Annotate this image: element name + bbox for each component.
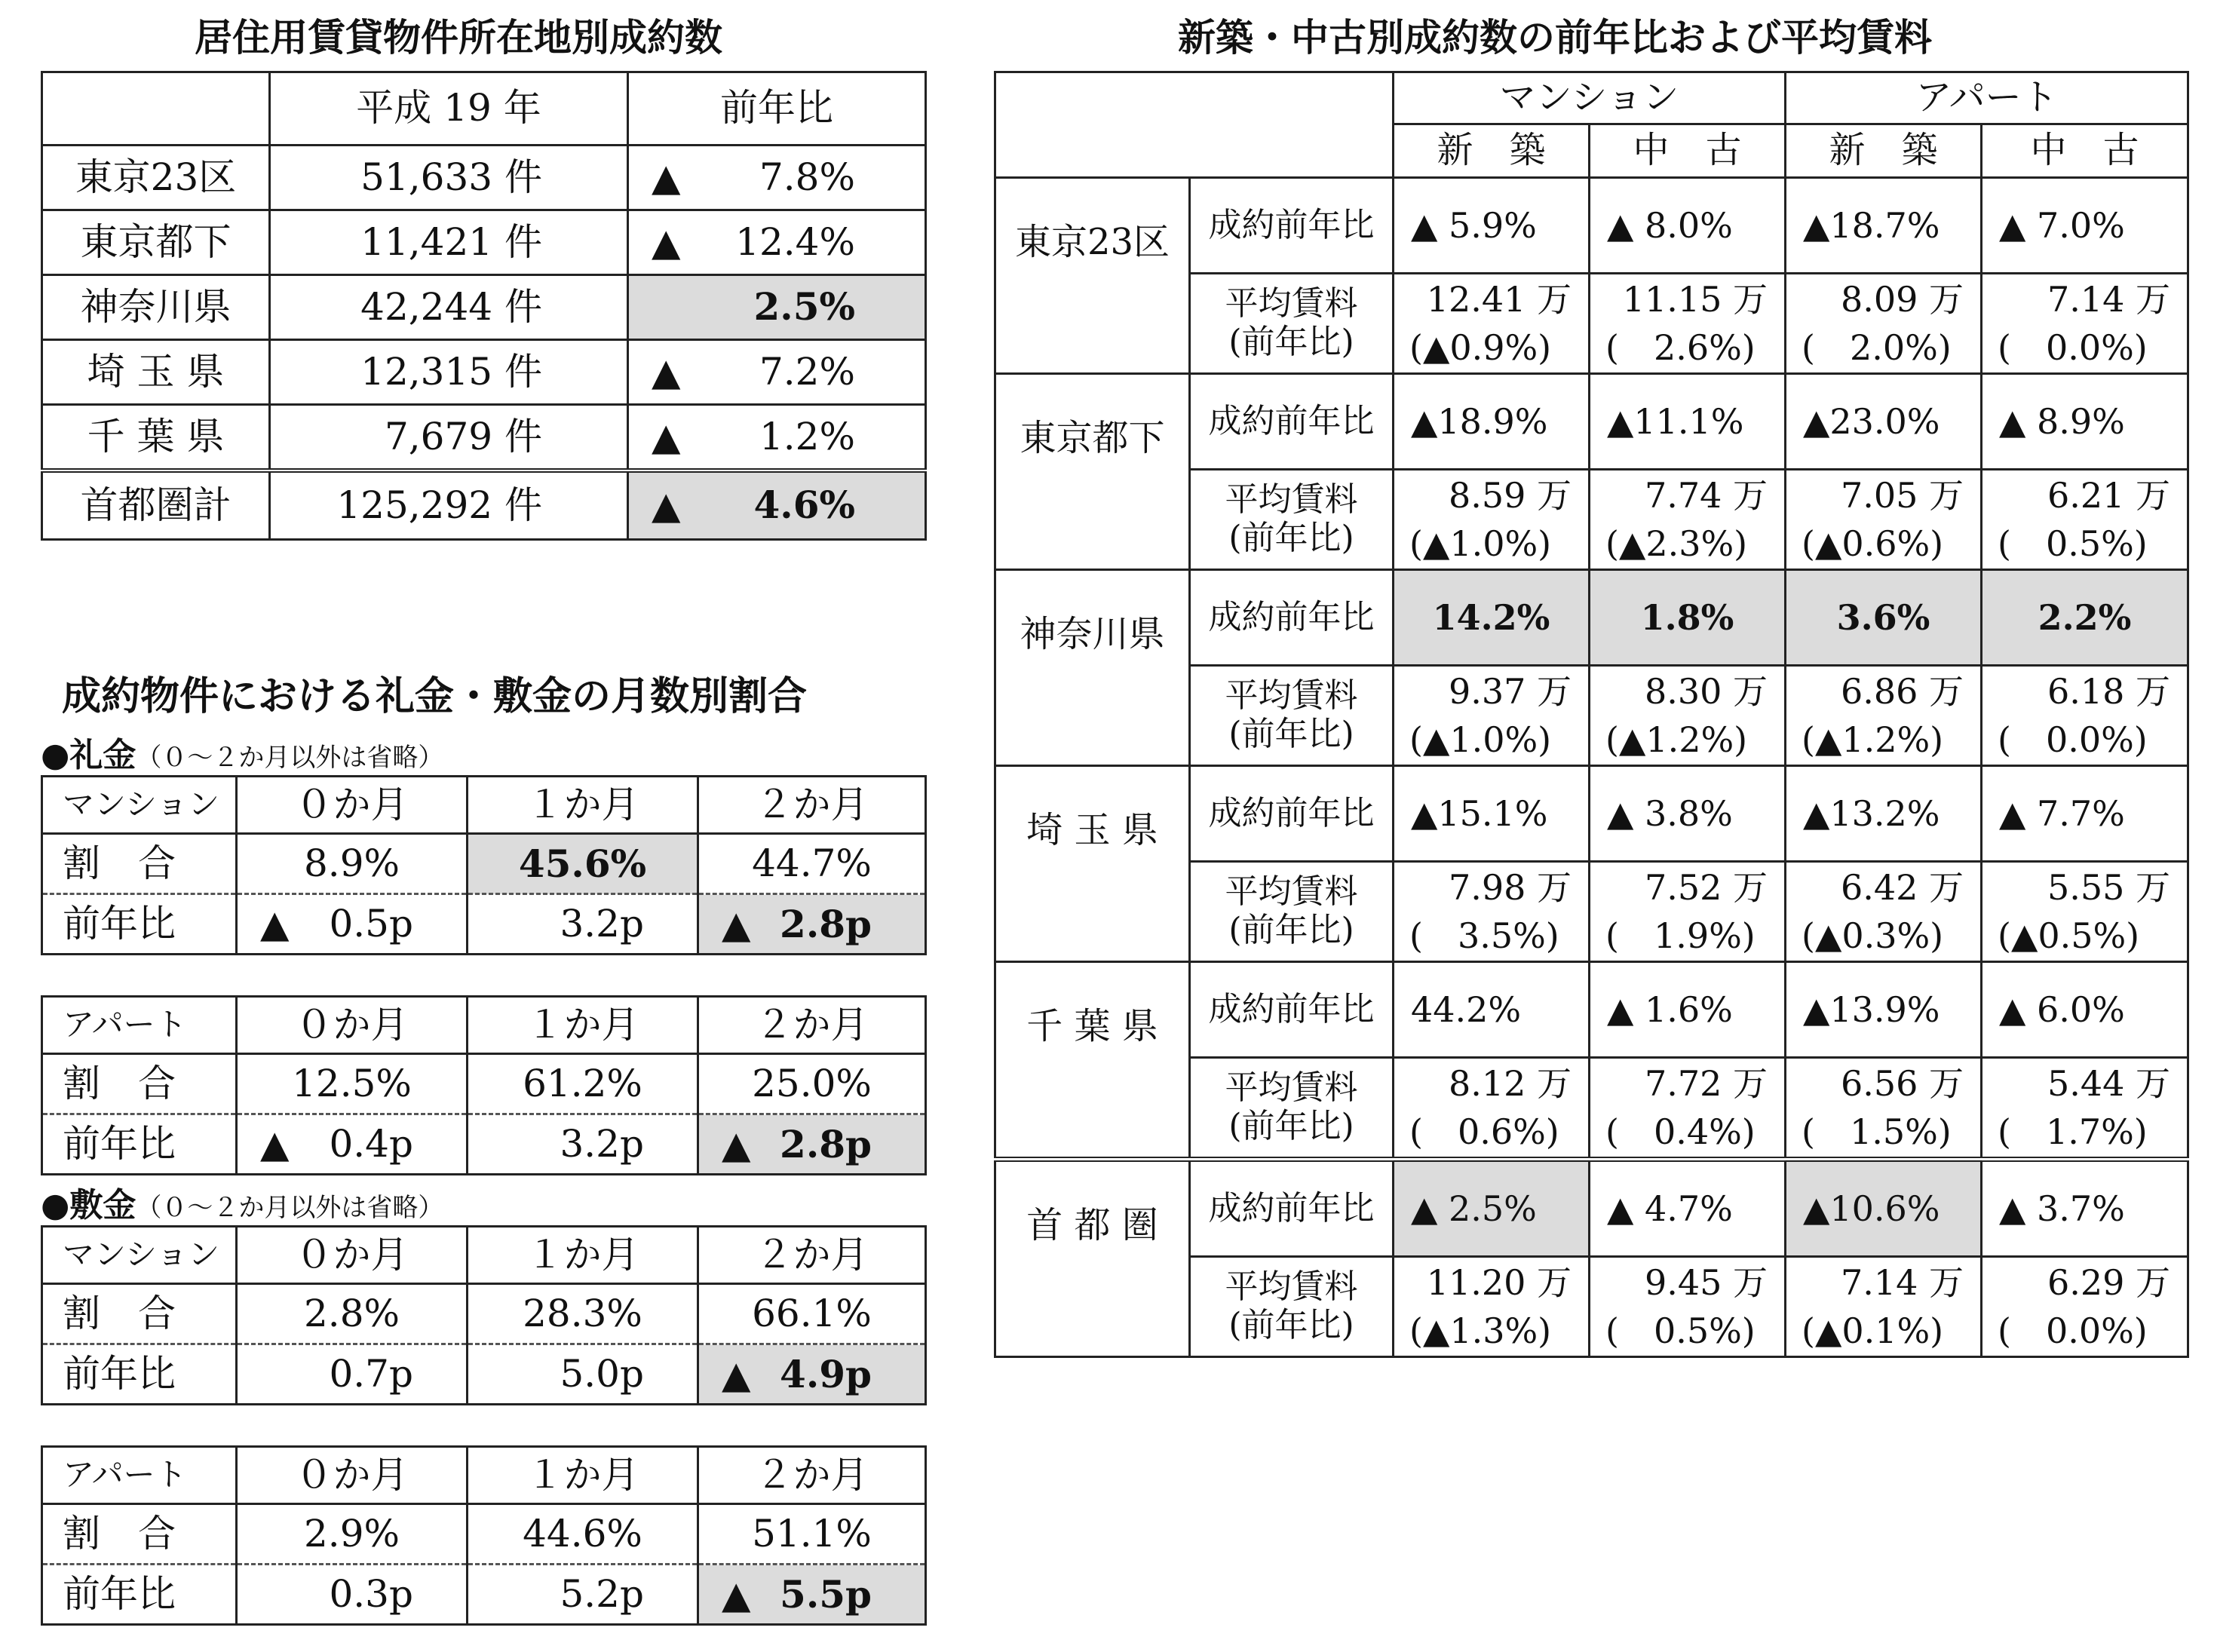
table-row	[42, 210, 926, 275]
area-name: 千 葉 県	[42, 405, 270, 471]
rent-yoy: ( 0.0%)	[1998, 719, 2148, 760]
average-rent: 5.55 万	[2047, 866, 2171, 908]
rent-cell	[1590, 1058, 1786, 1160]
average-rent: 7.05 万	[1840, 474, 1964, 516]
table3-title: 新築・中古別成約数の前年比および平均賃料	[1178, 16, 1932, 60]
rent-label-line2: (前年比)	[1228, 519, 1354, 557]
area-name	[995, 962, 1190, 1160]
rent-yoy: ( 0.6%)	[1409, 1111, 1559, 1152]
rent-yoy: ( 3.5%)	[1409, 915, 1559, 956]
table-row	[42, 146, 926, 210]
contract-yoy-value: ▲11.1%	[1590, 374, 1786, 470]
rent-cell	[1394, 1257, 1590, 1357]
contract-yoy-value: 44.2%	[1394, 962, 1590, 1058]
average-rent: 7.14 万	[2047, 278, 2171, 320]
rate-row	[42, 834, 926, 894]
yoy-cell	[628, 405, 926, 471]
table-row	[42, 340, 926, 405]
rent-label-line1: 平均賃料	[1225, 284, 1358, 323]
contract-yoy-value: 14.2%	[1394, 570, 1590, 666]
contract-count: 42,244 件	[270, 275, 628, 340]
rate-row	[42, 1054, 926, 1114]
building-type: マンション	[42, 1227, 237, 1284]
month-header-row	[42, 777, 926, 834]
month-2-header: ２か月	[698, 1447, 926, 1504]
decrease-triangle-icon: ▲	[722, 1571, 751, 1617]
area-label: 東京都下	[1020, 416, 1165, 459]
contract-row	[995, 570, 2188, 666]
rent-yoy: (▲1.2%)	[1605, 719, 1748, 760]
sub-header: 新 築	[1786, 124, 1982, 178]
yoy-value: 2.5%	[753, 284, 855, 329]
rate-value: 2.8%	[237, 1284, 468, 1344]
average-rent: 8.12 万	[1448, 1062, 1572, 1104]
contract-yoy-label: 成約前年比	[1190, 374, 1394, 470]
yoy-row	[42, 894, 926, 955]
decrease-triangle-icon: ▲	[652, 155, 681, 199]
contract-yoy-label: 成約前年比	[1190, 962, 1394, 1058]
keymoney-title: 成約物件における礼金・敷金の月数別割合	[62, 674, 808, 719]
average-rent: 6.42 万	[1840, 866, 1964, 908]
contract-yoy-value: ▲ 8.9%	[1982, 374, 2188, 470]
contract-yoy-value: ▲ 6.0%	[1982, 962, 2188, 1058]
rate-label: 割 合	[42, 1054, 237, 1114]
sub-header: 中 古	[1590, 124, 1786, 178]
rent-label-line2: (前年比)	[1228, 1306, 1354, 1344]
month-1-header: １か月	[468, 777, 698, 834]
rent-label-line2: (前年比)	[1228, 715, 1354, 753]
rate-value: 2.9%	[237, 1504, 468, 1565]
header-yoy: 前年比	[628, 72, 926, 146]
contract-count: 11,421 件	[270, 210, 628, 275]
rent-cell	[1786, 470, 1982, 570]
rent-label	[1190, 274, 1394, 374]
contract-yoy-value: ▲13.9%	[1786, 962, 1982, 1058]
month-header-row	[42, 997, 926, 1054]
area-name: 東京23区	[42, 146, 270, 210]
rent-yoy: (▲0.6%)	[1802, 523, 1944, 564]
rent-yoy: ( 1.7%)	[1998, 1111, 2148, 1152]
month-0-header: ０か月	[237, 777, 468, 834]
average-rent: 5.44 万	[2047, 1062, 2171, 1104]
shikikin-label: ●敷金	[41, 1186, 136, 1224]
yoy-value: 0.4p	[329, 1121, 413, 1166]
average-rent: 7.72 万	[1644, 1062, 1768, 1104]
rent-cell	[1394, 274, 1590, 374]
rent-cell	[1590, 1257, 1786, 1357]
building-type: マンション	[42, 777, 237, 834]
shikikin-mansion-table	[41, 1225, 927, 1405]
contract-yoy-value: ▲15.1%	[1394, 766, 1590, 862]
rent-cell	[1786, 666, 1982, 766]
rent-yoy: (▲2.3%)	[1605, 523, 1748, 564]
yoy-cell-highlight	[698, 1114, 926, 1175]
area-contracts-table	[41, 71, 927, 541]
rent-yoy: ( 0.4%)	[1605, 1111, 1756, 1152]
average-rent: 7.14 万	[1840, 1261, 1964, 1303]
yoy-value: 7.2%	[759, 349, 855, 394]
average-rent: 12.41 万	[1426, 278, 1572, 320]
rate-value: 66.1%	[698, 1284, 926, 1344]
decrease-triangle-icon: ▲	[260, 1121, 290, 1166]
yoy-value: 4.6%	[753, 483, 855, 528]
contract-yoy-value: ▲ 4.7%	[1590, 1160, 1786, 1257]
contract-row	[995, 1160, 2188, 1257]
area-name: 東京都下	[42, 210, 270, 275]
rent-cell	[1982, 666, 2188, 766]
month-2-header: ２か月	[698, 1227, 926, 1284]
month-2-header: ２か月	[698, 777, 926, 834]
contract-yoy-value: ▲18.9%	[1394, 374, 1590, 470]
rate-value: 51.1%	[698, 1504, 926, 1565]
yoy-cell	[468, 894, 698, 955]
average-rent: 9.45 万	[1644, 1261, 1768, 1303]
average-rent: 7.52 万	[1644, 866, 1768, 908]
average-rent: 8.30 万	[1644, 670, 1768, 712]
contract-count: 51,633 件	[270, 146, 628, 210]
reikin-mansion-table	[41, 775, 927, 955]
rent-label	[1190, 862, 1394, 962]
rent-cell	[1394, 1058, 1590, 1160]
decrease-triangle-icon: ▲	[652, 483, 681, 527]
rent-label-line2: (前年比)	[1228, 323, 1354, 361]
yoy-cell	[237, 894, 468, 955]
yoy-cell	[237, 1344, 468, 1405]
table-row	[42, 405, 926, 471]
contract-yoy-value: ▲ 7.7%	[1982, 766, 2188, 862]
table-header-row	[42, 72, 926, 146]
area-name	[995, 1160, 1190, 1357]
rate-value: 44.6%	[468, 1504, 698, 1565]
total-row	[42, 470, 926, 540]
rent-label-line1: 平均賃料	[1225, 480, 1358, 520]
rent-cell	[1982, 470, 2188, 570]
rent-cell	[1590, 666, 1786, 766]
yoy-cell	[468, 1344, 698, 1405]
rent-cell	[1982, 274, 2188, 374]
decrease-triangle-icon: ▲	[722, 1351, 751, 1396]
area-name	[995, 766, 1190, 962]
yoy-cell-highlight	[698, 1344, 926, 1405]
rent-yoy: ( 1.9%)	[1605, 915, 1756, 956]
yoy-cell-highlight	[628, 275, 926, 340]
contract-yoy-value: ▲18.7%	[1786, 178, 1982, 274]
rent-label	[1190, 666, 1394, 766]
decrease-triangle-icon: ▲	[722, 1121, 751, 1166]
header-year: 平成 19 年	[270, 72, 628, 146]
rent-cell	[1982, 1058, 2188, 1160]
rent-cell	[1982, 862, 2188, 962]
rent-label	[1190, 470, 1394, 570]
decrease-triangle-icon: ▲	[652, 414, 681, 458]
rate-label: 割 合	[42, 1504, 237, 1565]
new-used-table	[994, 71, 2189, 1358]
rent-cell	[1394, 470, 1590, 570]
building-type: アパート	[42, 1447, 237, 1504]
area-label: 千 葉 県	[1026, 1004, 1158, 1047]
month-0-header: ０か月	[237, 997, 468, 1054]
building-type: アパート	[42, 997, 237, 1054]
yoy-value: 1.2%	[759, 414, 855, 458]
rent-yoy: (▲1.0%)	[1409, 719, 1552, 760]
shikikin-apart-table	[41, 1445, 927, 1626]
table1-title: 居住用賃貸物件所在地別成約数	[195, 16, 722, 60]
rent-yoy: ( 2.0%)	[1802, 327, 1952, 368]
average-rent: 11.20 万	[1426, 1261, 1572, 1303]
group-apart: アパート	[1786, 72, 2188, 124]
rent-label-line1: 平均賃料	[1225, 1068, 1358, 1108]
average-rent: 9.37 万	[1448, 670, 1572, 712]
table-row	[42, 275, 926, 340]
area-name	[995, 178, 1190, 374]
rent-yoy: ( 0.5%)	[1998, 523, 2148, 564]
contract-yoy-label: 成約前年比	[1190, 1160, 1394, 1257]
yoy-value: 0.5p	[329, 901, 413, 946]
group-header-row	[995, 72, 2188, 124]
rent-yoy: (▲1.0%)	[1409, 523, 1552, 564]
yoy-value: 2.8p	[780, 1121, 872, 1166]
rate-value: 8.9%	[237, 834, 468, 894]
rate-value: 12.5%	[237, 1054, 468, 1114]
rent-yoy: (▲0.9%)	[1409, 327, 1552, 368]
month-header-row	[42, 1447, 926, 1504]
rent-label-line1: 平均賃料	[1225, 676, 1358, 716]
contract-yoy-value: ▲ 1.6%	[1590, 962, 1786, 1058]
yoy-value: 5.5p	[780, 1571, 872, 1617]
decrease-triangle-icon: ▲	[722, 901, 751, 946]
contract-yoy-label: 成約前年比	[1190, 570, 1394, 666]
sub-header: 中 古	[1982, 124, 2188, 178]
contract-yoy-value: ▲10.6%	[1786, 1160, 1982, 1257]
rate-value: 44.7%	[698, 834, 926, 894]
yoy-cell	[628, 340, 926, 405]
rent-cell	[1786, 1058, 1982, 1160]
rate-row	[42, 1284, 926, 1344]
omission-note: （０～２か月以外は省略）	[136, 1193, 444, 1223]
rate-value: 61.2%	[468, 1054, 698, 1114]
yoy-cell-highlight	[628, 470, 926, 540]
contract-yoy-value: ▲ 3.8%	[1590, 766, 1786, 862]
header-blank	[995, 72, 1394, 178]
rent-label-line1: 平均賃料	[1225, 1267, 1358, 1307]
contract-yoy-value: ▲ 3.7%	[1982, 1160, 2188, 1257]
yoy-cell	[628, 210, 926, 275]
contract-count: 125,292 件	[270, 470, 628, 540]
rate-label: 割 合	[42, 1284, 237, 1344]
decrease-triangle-icon: ▲	[652, 219, 681, 264]
reikin-apart-table	[41, 995, 927, 1175]
area-name: 神奈川県	[42, 275, 270, 340]
contract-row	[995, 962, 2188, 1058]
yoy-cell	[237, 1114, 468, 1175]
yoy-value: 7.8%	[759, 155, 855, 199]
yoy-cell	[628, 146, 926, 210]
rate-row	[42, 1504, 926, 1565]
rent-yoy: (▲0.1%)	[1802, 1310, 1944, 1351]
yoy-cell	[237, 1565, 468, 1625]
yoy-cell-highlight	[698, 1565, 926, 1625]
rent-yoy: ( 0.0%)	[1998, 1310, 2148, 1351]
rent-yoy: (▲1.3%)	[1409, 1310, 1552, 1351]
month-1-header: １か月	[468, 1447, 698, 1504]
area-label: 首 都 圏	[1026, 1203, 1158, 1246]
reikin-label: ●礼金	[41, 736, 136, 774]
contract-yoy-value: ▲ 5.9%	[1394, 178, 1590, 274]
average-rent: 7.98 万	[1448, 866, 1572, 908]
average-rent: 11.15 万	[1622, 278, 1768, 320]
month-0-header: ０か月	[237, 1447, 468, 1504]
average-rent: 6.18 万	[2047, 670, 2171, 712]
contract-yoy-value: 3.6%	[1786, 570, 1982, 666]
month-1-header: １か月	[468, 1227, 698, 1284]
month-0-header: ０か月	[237, 1227, 468, 1284]
area-label: 神奈川県	[1020, 612, 1165, 655]
month-2-header: ２か月	[698, 997, 926, 1054]
decrease-triangle-icon: ▲	[652, 349, 681, 394]
contract-yoy-value: ▲ 2.5%	[1394, 1160, 1590, 1257]
rent-cell	[1590, 862, 1786, 962]
contract-yoy-value: ▲13.2%	[1786, 766, 1982, 862]
average-rent: 6.29 万	[2047, 1261, 2171, 1303]
contract-row	[995, 374, 2188, 470]
contract-yoy-label: 成約前年比	[1190, 178, 1394, 274]
contract-yoy-value: ▲23.0%	[1786, 374, 1982, 470]
yoy-row	[42, 1565, 926, 1625]
yoy-value: 0.3p	[329, 1571, 413, 1616]
rate-value-highlight: 45.6%	[468, 834, 698, 894]
rent-yoy: ( 2.6%)	[1605, 327, 1756, 368]
rent-label-line2: (前年比)	[1228, 1107, 1354, 1145]
yoy-row	[42, 1114, 926, 1175]
contract-yoy-value: 2.2%	[1982, 570, 2188, 666]
rate-value: 28.3%	[468, 1284, 698, 1344]
contract-count: 7,679 件	[270, 405, 628, 471]
yoy-cell-highlight	[698, 894, 926, 955]
rent-yoy: (▲1.2%)	[1802, 719, 1944, 760]
month-header-row	[42, 1227, 926, 1284]
yoy-value: 3.2p	[560, 1121, 644, 1166]
yoy-label: 前年比	[42, 894, 237, 955]
rent-yoy: ( 0.5%)	[1605, 1310, 1756, 1351]
group-mansion: マンション	[1394, 72, 1786, 124]
rate-label: 割 合	[42, 834, 237, 894]
yoy-label: 前年比	[42, 1344, 237, 1405]
omission-note: （０～２か月以外は省略）	[136, 743, 444, 773]
rent-label	[1190, 1257, 1394, 1357]
shikikin-subheading	[41, 1178, 443, 1226]
sub-header: 新 築	[1394, 124, 1590, 178]
yoy-cell	[468, 1114, 698, 1175]
rent-yoy: (▲0.5%)	[1998, 915, 2140, 956]
yoy-cell	[468, 1565, 698, 1625]
rent-cell	[1394, 666, 1590, 766]
contract-row	[995, 178, 2188, 274]
average-rent: 6.21 万	[2047, 474, 2171, 516]
yoy-value: 4.9p	[780, 1351, 872, 1396]
rent-label	[1190, 1058, 1394, 1160]
average-rent: 6.86 万	[1840, 670, 1964, 712]
yoy-value: 12.4%	[735, 219, 855, 264]
rent-cell	[1786, 1257, 1982, 1357]
rent-cell	[1786, 274, 1982, 374]
yoy-value: 2.8p	[780, 901, 872, 946]
rent-cell	[1982, 1257, 2188, 1357]
average-rent: 7.74 万	[1644, 474, 1768, 516]
rent-cell	[1590, 470, 1786, 570]
contract-row	[995, 766, 2188, 862]
area-label: 東京23区	[1014, 220, 1170, 263]
rent-yoy: (▲0.3%)	[1802, 915, 1944, 956]
contract-yoy-label: 成約前年比	[1190, 766, 1394, 862]
rate-value: 25.0%	[698, 1054, 926, 1114]
rent-cell	[1394, 862, 1590, 962]
contract-yoy-value: ▲ 8.0%	[1590, 178, 1786, 274]
area-label: 埼 玉 県	[1026, 808, 1158, 851]
header-blank	[42, 72, 270, 146]
reikin-subheading	[41, 728, 443, 776]
rent-cell	[1590, 274, 1786, 374]
area-name	[995, 374, 1190, 570]
rent-yoy: ( 1.5%)	[1802, 1111, 1952, 1152]
rent-label-line1: 平均賃料	[1225, 872, 1358, 912]
average-rent: 8.09 万	[1840, 278, 1964, 320]
rent-cell	[1786, 862, 1982, 962]
area-name: 首都圏計	[42, 470, 270, 540]
rent-yoy: ( 0.0%)	[1998, 327, 2148, 368]
yoy-label: 前年比	[42, 1114, 237, 1175]
average-rent: 8.59 万	[1448, 474, 1572, 516]
contract-yoy-value: 1.8%	[1590, 570, 1786, 666]
area-name	[995, 570, 1190, 766]
yoy-value: 0.7p	[329, 1351, 413, 1396]
rent-label-line2: (前年比)	[1228, 911, 1354, 949]
contract-yoy-value: ▲ 7.0%	[1982, 178, 2188, 274]
decrease-triangle-icon: ▲	[260, 901, 290, 946]
month-1-header: １か月	[468, 997, 698, 1054]
yoy-value: 5.0p	[560, 1351, 644, 1396]
yoy-label: 前年比	[42, 1565, 237, 1625]
average-rent: 6.56 万	[1840, 1062, 1964, 1104]
yoy-row	[42, 1344, 926, 1405]
yoy-value: 3.2p	[560, 901, 644, 946]
contract-count: 12,315 件	[270, 340, 628, 405]
yoy-value: 5.2p	[560, 1571, 644, 1616]
area-name: 埼 玉 県	[42, 340, 270, 405]
